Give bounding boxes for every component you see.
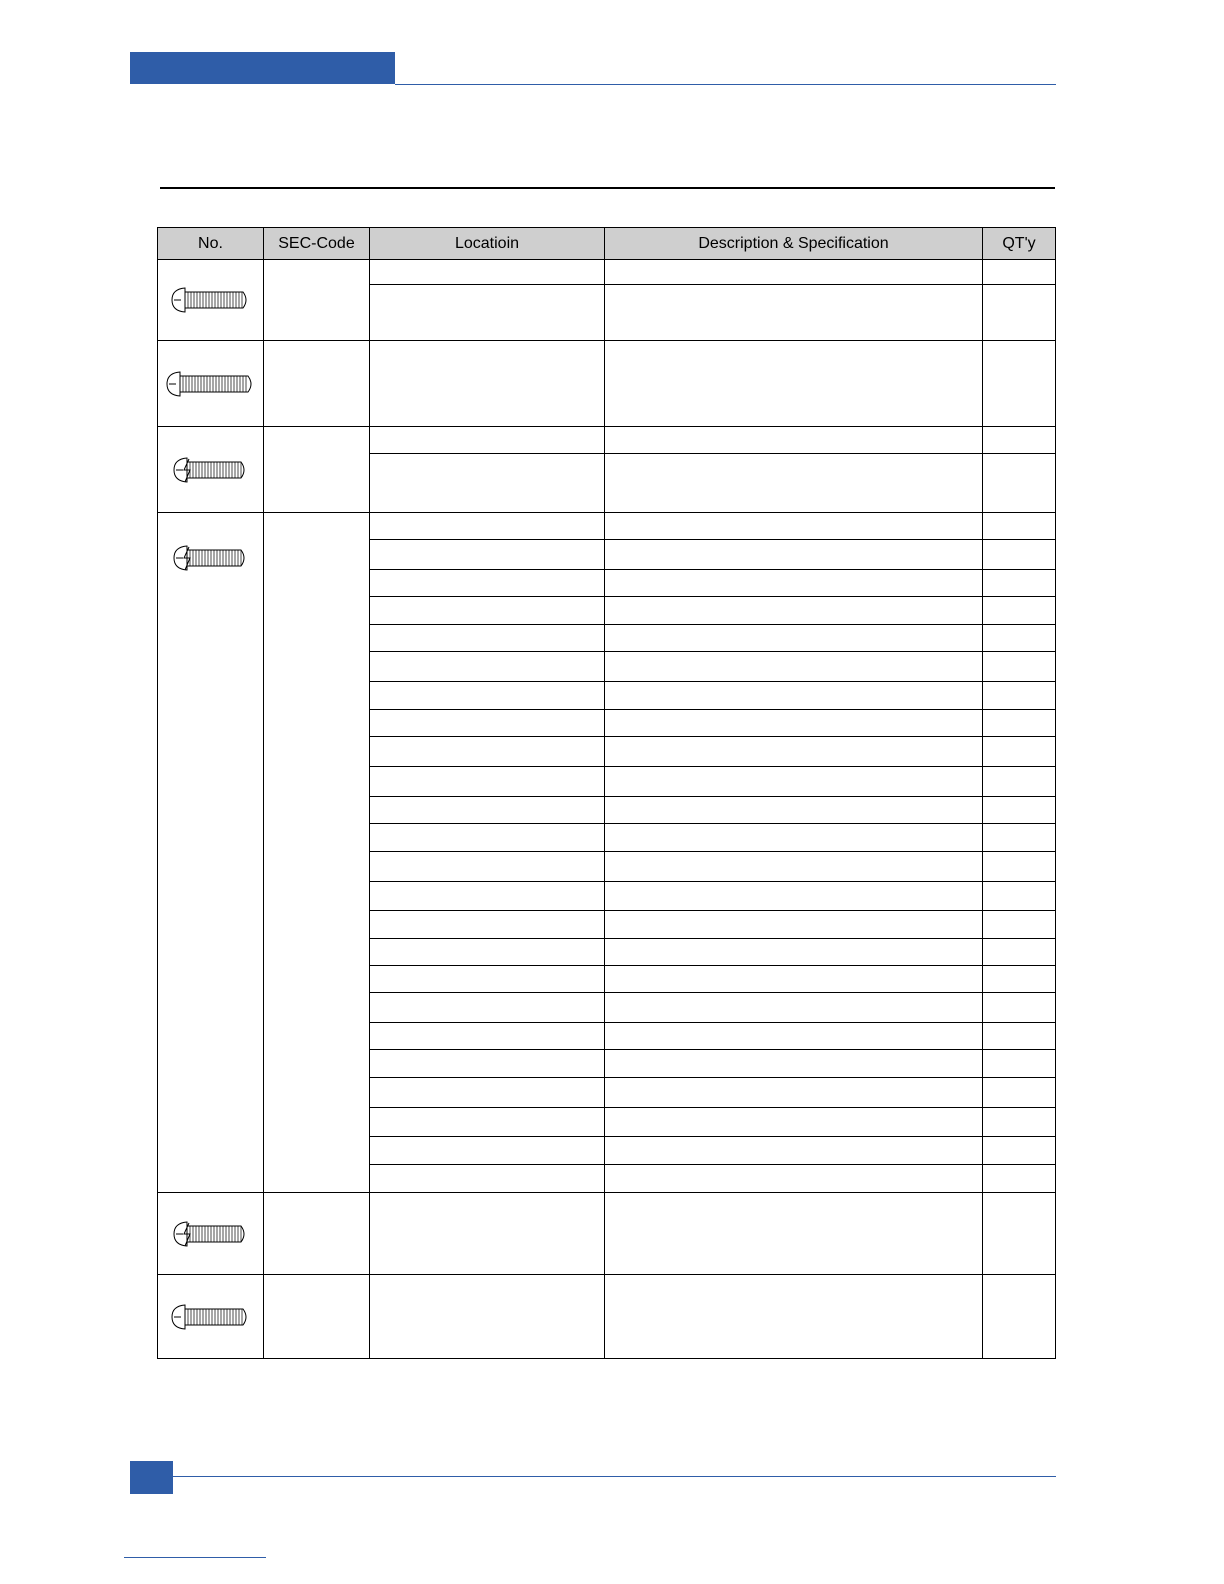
qty-cell xyxy=(983,1050,1056,1078)
description-cell xyxy=(605,260,983,285)
location-cell xyxy=(370,966,605,993)
qty-cell xyxy=(983,1023,1056,1050)
description-cell xyxy=(605,1165,983,1193)
part-image-cell xyxy=(158,1193,264,1275)
description-cell xyxy=(605,1078,983,1108)
part-image-cell xyxy=(158,260,264,341)
table-row xyxy=(158,1193,1056,1275)
location-cell xyxy=(370,1023,605,1050)
qty-cell xyxy=(983,1108,1056,1137)
location-cell xyxy=(370,454,605,513)
qty-cell xyxy=(983,1193,1056,1275)
location-cell xyxy=(370,513,605,540)
location-cell xyxy=(370,427,605,454)
qty-cell xyxy=(983,260,1056,285)
col-header-qty: QT'y xyxy=(983,228,1056,260)
table-row xyxy=(158,341,1056,427)
description-cell xyxy=(605,570,983,597)
description-cell xyxy=(605,767,983,797)
sec-code-cell xyxy=(264,341,370,427)
location-cell xyxy=(370,652,605,682)
table-row xyxy=(158,513,1056,540)
part-image-cell xyxy=(158,1275,264,1359)
location-cell xyxy=(370,993,605,1023)
location-cell xyxy=(370,939,605,966)
col-header-description: Description & Specification xyxy=(605,228,983,260)
table-row xyxy=(158,427,1056,454)
qty-cell xyxy=(983,682,1056,710)
table-row xyxy=(158,1275,1056,1359)
qty-cell xyxy=(983,852,1056,882)
screw-tapping-icon xyxy=(173,543,249,573)
location-cell xyxy=(370,824,605,852)
screw-tapping-icon xyxy=(173,1219,249,1249)
qty-cell xyxy=(983,513,1056,540)
description-cell xyxy=(605,911,983,939)
description-cell xyxy=(605,993,983,1023)
description-cell xyxy=(605,513,983,540)
description-cell xyxy=(605,454,983,513)
footer-rule xyxy=(173,1476,1056,1477)
qty-cell xyxy=(983,993,1056,1023)
location-cell xyxy=(370,737,605,767)
qty-cell xyxy=(983,824,1056,852)
qty-cell xyxy=(983,882,1056,911)
screw-round-head-long-icon xyxy=(166,369,256,399)
description-cell xyxy=(605,540,983,570)
qty-cell xyxy=(983,1165,1056,1193)
location-cell xyxy=(370,341,605,427)
sec-code-cell xyxy=(264,260,370,341)
description-cell xyxy=(605,1050,983,1078)
qty-cell xyxy=(983,570,1056,597)
location-cell xyxy=(370,682,605,710)
description-cell xyxy=(605,1193,983,1275)
description-cell xyxy=(605,625,983,652)
screw-tapping-icon xyxy=(173,455,249,485)
header-accent-bar xyxy=(130,52,395,84)
part-image-cell xyxy=(158,341,264,427)
location-cell xyxy=(370,710,605,737)
description-cell xyxy=(605,882,983,911)
screw-round-head-short-icon xyxy=(171,1302,251,1332)
qty-cell xyxy=(983,1137,1056,1165)
description-cell xyxy=(605,1137,983,1165)
description-cell xyxy=(605,285,983,341)
qty-cell xyxy=(983,540,1056,570)
description-cell xyxy=(605,652,983,682)
location-cell xyxy=(370,1165,605,1193)
location-cell xyxy=(370,797,605,824)
location-cell xyxy=(370,1078,605,1108)
qty-cell xyxy=(983,710,1056,737)
sec-code-cell xyxy=(264,513,370,1193)
description-cell xyxy=(605,597,983,625)
description-cell xyxy=(605,427,983,454)
qty-cell xyxy=(983,1078,1056,1108)
qty-cell xyxy=(983,1275,1056,1359)
part-image-cell xyxy=(158,513,264,1193)
qty-cell xyxy=(983,597,1056,625)
qty-cell xyxy=(983,767,1056,797)
location-cell xyxy=(370,570,605,597)
qty-cell xyxy=(983,625,1056,652)
qty-cell xyxy=(983,454,1056,513)
qty-cell xyxy=(983,911,1056,939)
description-cell xyxy=(605,824,983,852)
screw-round-head-short-icon xyxy=(171,285,251,315)
qty-cell xyxy=(983,427,1056,454)
qty-cell xyxy=(983,939,1056,966)
location-cell xyxy=(370,1050,605,1078)
description-cell xyxy=(605,939,983,966)
title-divider xyxy=(160,187,1055,189)
col-header-sec-code: SEC-Code xyxy=(264,228,370,260)
sec-code-cell xyxy=(264,427,370,513)
description-cell xyxy=(605,341,983,427)
qty-cell xyxy=(983,966,1056,993)
location-cell xyxy=(370,767,605,797)
location-cell xyxy=(370,1193,605,1275)
location-cell xyxy=(370,285,605,341)
qty-cell xyxy=(983,285,1056,341)
description-cell xyxy=(605,1023,983,1050)
footer-page-box xyxy=(130,1461,173,1494)
description-cell xyxy=(605,1275,983,1359)
location-cell xyxy=(370,1275,605,1359)
description-cell xyxy=(605,682,983,710)
description-cell xyxy=(605,737,983,767)
col-header-no: No. xyxy=(158,228,264,260)
location-cell xyxy=(370,1137,605,1165)
qty-cell xyxy=(983,341,1056,427)
header-rule xyxy=(395,84,1056,85)
qty-cell xyxy=(983,797,1056,824)
location-cell xyxy=(370,540,605,570)
parts-table xyxy=(157,227,1056,1359)
sec-code-cell xyxy=(264,1193,370,1275)
description-cell xyxy=(605,797,983,824)
location-cell xyxy=(370,260,605,285)
qty-cell xyxy=(983,652,1056,682)
description-cell xyxy=(605,852,983,882)
location-cell xyxy=(370,882,605,911)
table-header-row xyxy=(158,228,1056,260)
location-cell xyxy=(370,625,605,652)
table-row xyxy=(158,260,1056,285)
sec-code-cell xyxy=(264,1275,370,1359)
location-cell xyxy=(370,597,605,625)
col-header-location: Locatioin xyxy=(370,228,605,260)
qty-cell xyxy=(983,737,1056,767)
description-cell xyxy=(605,1108,983,1137)
location-cell xyxy=(370,1108,605,1137)
part-image-cell xyxy=(158,427,264,513)
description-cell xyxy=(605,710,983,737)
location-cell xyxy=(370,852,605,882)
footer-underline xyxy=(124,1557,266,1558)
location-cell xyxy=(370,911,605,939)
description-cell xyxy=(605,966,983,993)
